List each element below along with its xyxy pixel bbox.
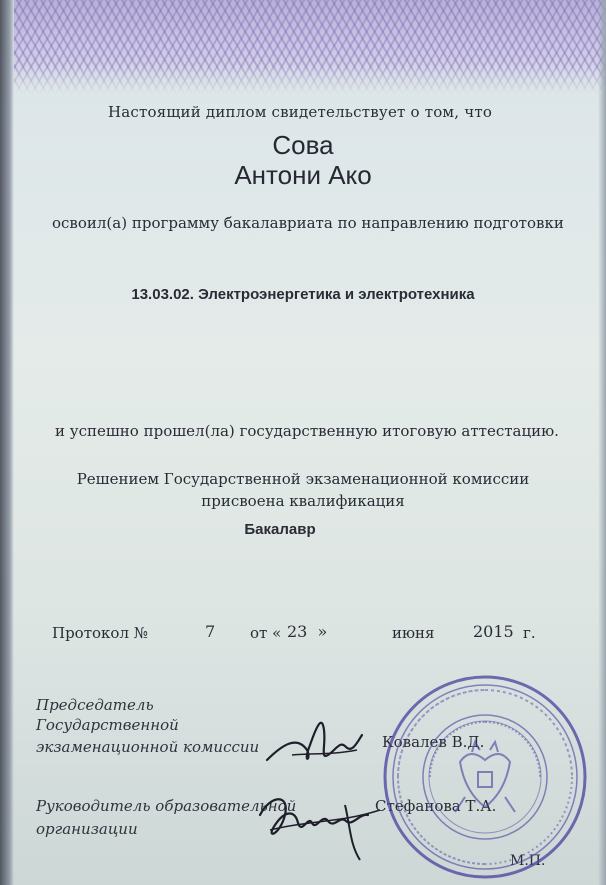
head-name: Стефанова Т.А. (375, 797, 497, 815)
lead-text: Настоящий диплом свидетельствует о том, что (108, 103, 493, 121)
protocol-day-value: 23 (287, 622, 308, 641)
signature-icon (250, 785, 390, 865)
chairman-title-line1: Председатель (36, 696, 154, 714)
head-title-line1: Руководитель образовательной (36, 797, 297, 815)
chairman-name: Ковалев В.Д. (382, 733, 485, 751)
official-stamp-icon (380, 672, 590, 882)
chairman-title-line2: Государственной (36, 716, 179, 734)
protocol-day-close: » (317, 622, 328, 641)
decorative-border-band (14, 0, 606, 95)
signature-icon (262, 705, 372, 775)
assigned-line: присвоена квалификация (201, 492, 405, 510)
attestation-line: и успешно прошел(ла) государственную итоговую аттестацию. (55, 422, 559, 440)
protocol-year-suffix: г. (523, 624, 536, 642)
program-line: освоил(а) программу бакалавриата по направлению подготовки (52, 214, 564, 232)
graduate-given-names: Антони Ако (234, 160, 372, 190)
protocol-month: июня (392, 624, 435, 642)
graduate-surname: Сова (272, 130, 334, 160)
seal-mark: М.П. (510, 853, 546, 869)
protocol-year: 2015 (473, 622, 514, 641)
protocol-from-label: от « (250, 624, 282, 642)
protocol-number: 7 (205, 622, 216, 641)
protocol-label: Протокол № (52, 624, 148, 642)
protocol-day (287, 622, 327, 641)
chairman-title-line3: экзаменационной комиссии (36, 738, 260, 756)
qualification: Бакалавр (244, 521, 316, 538)
study-direction: 13.03.02. Электроэнергетика и электротехника (131, 286, 475, 303)
decision-line: Решением Государственной экзаменационной комиссии (76, 470, 530, 488)
head-title-line2: организации (36, 820, 138, 838)
